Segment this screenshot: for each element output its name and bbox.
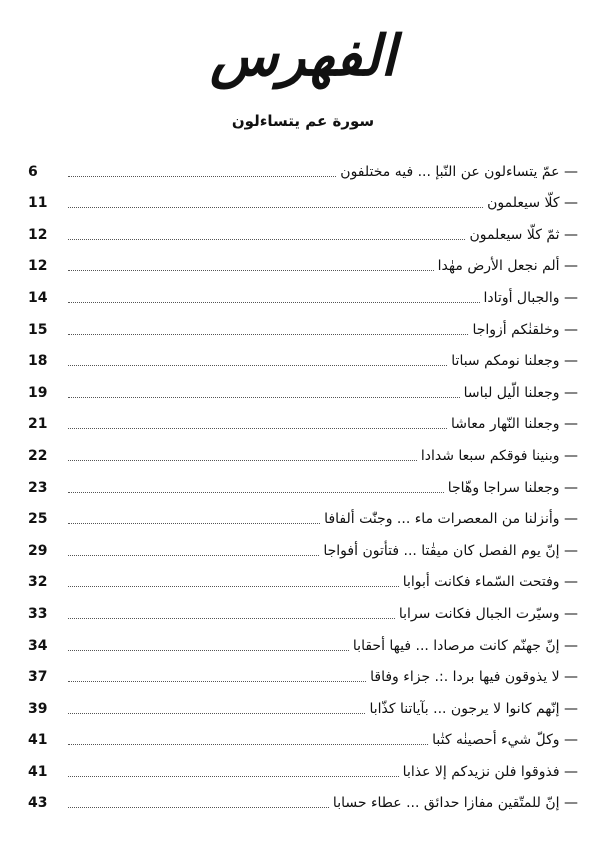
toc-entry-page-number: 14 [28, 289, 48, 306]
toc-entry-text: — وجعلنا النّهار معاشا [450, 416, 578, 433]
toc-entry [28, 658, 578, 690]
toc-entry [28, 721, 578, 753]
toc-entry [28, 342, 578, 374]
toc-entry-page-number: 43 [28, 795, 48, 812]
toc-dot-leader [68, 807, 329, 808]
toc-dot-leader [68, 176, 336, 177]
toc-entry-page-number: 33 [28, 605, 48, 622]
toc-entry-text: — وجعلنا الّيل لباسا [463, 384, 578, 401]
toc-dot-leader [68, 207, 483, 208]
toc-entry-page-number: 6 [28, 163, 38, 180]
title-area [0, 14, 606, 98]
toc-entry-text: — كلّا سيعلمون [487, 195, 578, 212]
toc-entry-text: — وبنينا فوقكم سبعا شدادا [420, 447, 578, 464]
toc-entry-text: — وكلّ شيء أحصينٰه كتٰبا [432, 732, 578, 749]
toc-entry-text: — إنّ جهنّم كانت مرصادا ... فيها أحقابا [352, 637, 578, 654]
toc-entry-text: — وجعلنا نومكم سباتا [451, 353, 578, 370]
toc-dot-leader [68, 650, 349, 651]
toc-dot-leader [68, 776, 399, 777]
toc-entry [28, 468, 578, 500]
toc-entry-text: — ثمّ كلّا سيعلمون [469, 226, 578, 243]
toc-entry [28, 215, 578, 247]
toc-entry-page-number: 39 [28, 700, 48, 717]
toc-entry [28, 405, 578, 437]
toc-entry-page-number: 18 [28, 353, 48, 370]
toc-entry [28, 563, 578, 595]
toc-dot-leader [68, 239, 465, 240]
toc-entry-page-number: 12 [28, 226, 48, 243]
toc-entry-text: — وأنزلنا من المعصرات ماء ... وجنّٰت ألفافا [324, 511, 578, 528]
toc-entry [28, 152, 578, 184]
toc-entry-text: — وجعلنا سراجا وهّاجا [447, 479, 578, 496]
toc-dot-leader [68, 428, 447, 429]
toc-dot-leader [68, 334, 468, 335]
toc-entry-page-number: 15 [28, 321, 48, 338]
toc-entry-text: — إنّ يوم الفصل كان ميقٰتا ... فتأتون أفواجا [323, 542, 578, 559]
toc-entry [28, 531, 578, 563]
toc-entry [28, 278, 578, 310]
toc-dot-leader [68, 302, 480, 303]
toc-entry-text: — والجبال أوتادا [483, 289, 578, 306]
toc-dot-leader [68, 555, 319, 556]
toc-entry-page-number: 41 [28, 763, 48, 780]
toc-dot-leader [68, 744, 428, 745]
toc-dot-leader [68, 713, 365, 714]
toc-dot-leader [68, 270, 434, 271]
toc-entry-text: — عمّ يتساءلون عن النّبإ ... فيه مختلفون [340, 163, 578, 180]
toc-entry-text: — فذوقوا فلن نزيدكم إلا عذابا [402, 763, 578, 780]
toc-entry [28, 373, 578, 405]
toc-entry-text: — ألم نجعل الأرض مهٰدا [437, 258, 578, 275]
toc-entry-page-number: 25 [28, 511, 48, 528]
toc-entry-text: — إنّ للمتّقين مفازا حدائق ... عطاء حسابا [332, 795, 578, 812]
toc-entry [28, 626, 578, 658]
page-title: الفهرس [209, 23, 397, 89]
toc-entry-page-number: 37 [28, 669, 48, 686]
toc-entry-text: — إنّهم كانوا لا يرجون ... بآياتنا كذّابا [369, 700, 578, 717]
toc-entry-page-number: 34 [28, 637, 48, 654]
toc-entry [28, 310, 578, 342]
toc-dot-leader [68, 586, 399, 587]
section-subtitle: سورة عم يتساءلون [231, 112, 375, 130]
toc-entry [28, 436, 578, 468]
toc-dot-leader [68, 681, 366, 682]
toc-entry [28, 689, 578, 721]
toc-entry [28, 784, 578, 816]
toc-entry-page-number: 19 [28, 384, 48, 401]
toc-entry-text: — وفتحت السّماء فكانت أبوابا [402, 574, 578, 591]
toc-entry-page-number: 32 [28, 574, 48, 591]
toc-entry-text: — لا يذوقون فيها بردا .:. جزاء وفاقا [370, 669, 578, 686]
toc-entry [28, 594, 578, 626]
toc-entry-page-number: 12 [28, 258, 48, 275]
toc-entry [28, 184, 578, 216]
toc-entry [28, 247, 578, 279]
toc-dot-leader [68, 397, 460, 398]
toc-entry-page-number: 23 [28, 479, 48, 496]
toc-entry-text: — وسيّرت الجبال فكانت سرابا [398, 605, 578, 622]
toc-entry-page-number: 29 [28, 542, 48, 559]
toc-entry-text: — وخلقنٰكم أزواجا [472, 321, 578, 338]
toc-entry-page-number: 41 [28, 732, 48, 749]
toc-dot-leader [68, 618, 395, 619]
toc-entry [28, 500, 578, 532]
toc-entry-page-number: 21 [28, 416, 48, 433]
toc-entry [28, 752, 578, 784]
toc-entry-page-number: 11 [28, 195, 48, 212]
toc-entry-page-number: 22 [28, 447, 48, 464]
toc-dot-leader [68, 492, 444, 493]
toc-dot-leader [68, 460, 417, 461]
table-of-contents [28, 152, 578, 815]
toc-dot-leader [68, 523, 320, 524]
toc-dot-leader [68, 365, 447, 366]
